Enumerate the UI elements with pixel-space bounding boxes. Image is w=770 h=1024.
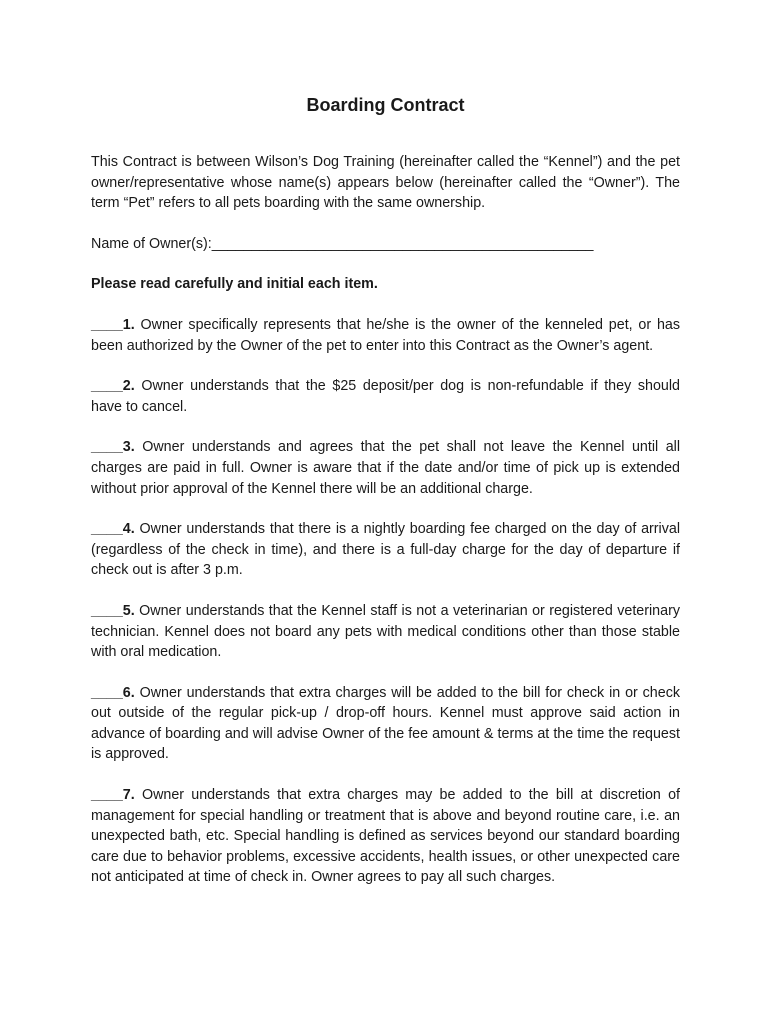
item-text-7: Owner understands that extra charges may be added to the bill at discretion of management for special handling or treatment that is above and beyond routine care, i.e. an unexpected bath, etc. Special handling is defined as services beyond our standard boarding care due to behavior problems, excessive accidents, health issues, or other unexpected care not anticipated at time of check in. Owner agrees to pay all such charges.	[91, 787, 680, 886]
item-text-4: Owner understands that there is a nightly boarding fee charged on the day of arrival (regardless of the check in time), and there is a full-day charge for the day of departure if check out is after 3 p.m.	[91, 521, 680, 579]
initial-blank-1: ____1.	[91, 316, 135, 333]
contract-item-3	[91, 437, 680, 499]
item-text-2: Owner understands that the $25 deposit/per dog is non-refundable if they should have to cancel.	[91, 378, 680, 415]
contract-item-1	[91, 315, 680, 356]
owner-name-label: Name of Owner(s):	[91, 235, 212, 252]
contract-item-2	[91, 376, 680, 417]
contract-item-4	[91, 519, 680, 581]
item-text-5: Owner understands that the Kennel staff is not a veterinarian or registered veterinary technician. Kennel does not board any pets with medical conditions other than those stable with oral medication.	[91, 602, 680, 661]
initial-blank-2: ____2.	[91, 378, 135, 395]
contract-page	[91, 92, 680, 908]
initial-blank-6: ____6.	[91, 684, 135, 701]
item-text-6: Owner understands that extra charges will be added to the bill for check in or check out outside of the regular pick-up / drop-off hours. Kennel must approve said action in advance of boarding and will advise Owner of the fee amount & terms at the time the request is approved.	[91, 684, 680, 763]
contract-item-7	[91, 785, 680, 888]
intro-paragraph: This Contract is between Wilson’s Dog Training (hereinafter called the “Kennel”) and the pet owner/representative whose name(s) appears below (hereinafter called the “Owner”). The term “Pet” refers to all pets boarding with the same ownership.	[91, 154, 680, 212]
item-text-1: Owner specifically represents that he/she is the owner of the kenneled pet, or has been authorized by the Owner of the pet to enter into this Contract as the Owner’s agent.	[91, 316, 680, 354]
initial-blank-7: ____7.	[91, 787, 135, 804]
owner-name-blank: ________________________________________________	[211, 235, 594, 252]
owner-name-line	[91, 234, 680, 255]
contract-item-6	[91, 683, 680, 765]
item-text-3: Owner understands and agrees that the pet shall not leave the Kennel until all charges are paid in full. Owner is aware that if the date and/or time of pick up is extended without prior approval of the Kennel there will be an additional charge.	[91, 439, 680, 497]
initial-blank-5: ____5.	[91, 602, 135, 619]
initial-blank-3: ____3.	[91, 439, 135, 456]
contract-item-5	[91, 601, 680, 663]
page-title: Boarding Contract	[306, 95, 465, 115]
initial-blank-4: ____4.	[91, 521, 135, 538]
instruction-text: Please read carefully and initial each item.	[91, 276, 378, 293]
